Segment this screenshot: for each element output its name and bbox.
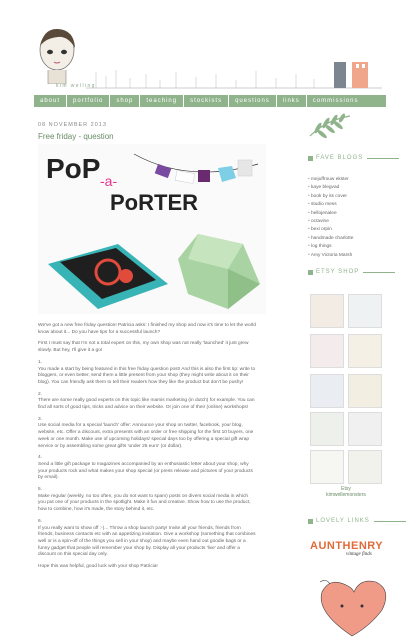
etsy-product-thumbnail[interactable] <box>310 374 344 408</box>
image-text-pop: PoP <box>46 153 101 184</box>
paragraph: First I must say that I'm not a total expert on this, my own shop was not really 'launched' it just grew slowly. But hey, I'll give it a go! <box>38 341 249 354</box>
heading-bullet-icon <box>308 519 313 524</box>
tip-number: 3. <box>38 416 43 422</box>
aunt-henry-logo[interactable] <box>310 540 383 557</box>
image-text-a: -a- <box>100 173 118 189</box>
paragraph: We've got a new free friday question! Patricia asks: I finished my shop and now it's time to let the world know about it... Do you have tips for a successful launch? <box>38 323 256 335</box>
blog-link[interactable]: • octavine <box>308 218 353 226</box>
tip-number: 2. <box>38 391 43 397</box>
paragraph: There are some really good experts on this topic like mamis marketing (in dutch) for example. You can find all sorts of good tips, tricks and advice on their website. Or join one of their (online) workshops! <box>38 398 255 411</box>
heading-bullet-icon <box>308 156 313 161</box>
blog-link[interactable]: • mejuffrouw ekster <box>308 176 353 184</box>
blog-link[interactable]: • hellojenalee <box>308 210 353 218</box>
etsy-product-thumbnail[interactable] <box>310 294 344 328</box>
etsy-product-thumbnail[interactable] <box>348 412 382 446</box>
etsy-product-thumbnail[interactable] <box>310 412 344 446</box>
etsy-product-thumbnail[interactable] <box>348 450 382 484</box>
etsy-product-thumbnail[interactable] <box>310 450 344 484</box>
nav-shop[interactable]: shop <box>110 95 140 107</box>
nav-about[interactable]: about <box>34 95 67 107</box>
blog-link[interactable]: • kaye blegvad <box>308 184 353 192</box>
nav-portfolio[interactable]: portfolio <box>67 95 110 107</box>
etsy-product-thumbnail[interactable] <box>348 374 382 408</box>
blog-link[interactable]: • handmade charlotte <box>308 235 353 243</box>
blog-link[interactable]: • book by its cover <box>308 193 353 201</box>
heading-label: FAVE BLOGS <box>316 155 364 161</box>
nav-commissions[interactable]: commissions <box>312 98 359 104</box>
tip-number: 1. <box>38 359 43 365</box>
nav-stockists[interactable]: stockists <box>184 95 229 107</box>
main-navigation <box>34 95 386 107</box>
blog-link[interactable]: • Amy Victoria Marsh <box>308 252 353 260</box>
aunt-henry-title[interactable]: AUNTHENRY <box>310 540 384 552</box>
sketch-border-illustration <box>86 62 382 90</box>
fave-blogs-heading <box>308 155 399 161</box>
etsy-product-thumbnail[interactable] <box>310 334 344 368</box>
etsy-product-thumbnail[interactable] <box>348 294 382 328</box>
tip-number: 6. <box>38 518 43 524</box>
image-text-porter: PoRTER <box>110 190 198 215</box>
paragraph: Make regular (weekly, no too often, you do not want to spam) posts on divers social media in which you put one of your products in the spotlight. Make it fun and creative. Show how to use the product, how to combine, how it's made, the story behind it, etc. <box>38 493 251 513</box>
signature-text: kim welling <box>56 83 96 89</box>
nav-questions[interactable]: questions <box>229 95 277 107</box>
lovely-links-heading <box>308 518 406 524</box>
heart-illustration <box>310 576 394 640</box>
paragraph: Hope this was helpful, good luck with your shop Patricia! <box>38 564 158 570</box>
blog-link[interactable]: • studio mess <box>308 201 353 209</box>
fave-blogs-list <box>308 176 353 260</box>
post-date: 08 NOVEMBER 2013 <box>38 122 107 128</box>
pop-a-porter-photo <box>38 144 266 314</box>
post-header <box>38 122 258 141</box>
tip-number: 4. <box>38 455 43 461</box>
etsy-shop-heading <box>308 269 395 275</box>
aunt-henry-subtitle: vintage finds <box>346 552 372 557</box>
heading-divider <box>374 521 406 522</box>
heading-divider <box>363 272 395 273</box>
heading-label: LOVELY LINKS <box>316 518 370 524</box>
girl-portrait-illustration <box>34 26 80 84</box>
tip-number: 5. <box>38 487 43 493</box>
nav-links[interactable]: links <box>277 95 307 107</box>
heading-label: ETSY SHOP <box>316 269 360 275</box>
etsy-shop-name[interactable]: kimwellemonsters <box>326 492 366 498</box>
post-title[interactable]: Free friday - question <box>38 132 114 141</box>
etsy-product-thumbnail[interactable] <box>348 334 382 368</box>
paragraph: You made a start by being featured in this free friday question post! And this is also the first tip: write to bloggers, or even better, send them a little present from your shop (they might write about it on their blog). You can friendly ask them to tell their readers how they like the product but don't be pushy! <box>38 366 256 385</box>
blog-link[interactable]: • log things <box>308 243 353 251</box>
etsy-link[interactable] <box>324 486 368 498</box>
paragraph: Use social media for a special 'launch' offer: Announce your shop on twitter, facebook, your blog, website, etc. Offer a discount, extra presents with an order or free shipping for the first 10 buyers, one week or one month. Make use of upcoming holidays/ special days too by offering a special gift wrap service or by assembling some great gifts 'under 25 euro' (or dollar). <box>38 423 254 449</box>
leaf-icon <box>306 112 356 140</box>
nav-teaching[interactable]: teaching <box>140 95 184 107</box>
paragraph: Send a little gift package to magazines accompanied by an enthusiastic letter about your shop, why your products rock and what makes your shop special (or press release and pictures of your products by email). <box>38 461 253 481</box>
blog-link[interactable]: • bexi orpin <box>308 226 353 234</box>
paragraph: If you really want to show off :-)... Throw a shop launch party! Invite all your friends, friends from friends, business contacts etc with an appetizing invitation. Give a workshop (something that combines well or is a spin-off of the things you sell in your shop) and maybe even hand out goodie bags or a funny gadget that people will remember your shop by. Display all your products 'live' and offer a discount on this special day only. <box>38 525 256 558</box>
heading-divider <box>367 158 399 159</box>
etsy-label[interactable]: Etsy <box>341 486 351 492</box>
heading-bullet-icon <box>308 270 313 275</box>
post-body <box>38 323 256 576</box>
